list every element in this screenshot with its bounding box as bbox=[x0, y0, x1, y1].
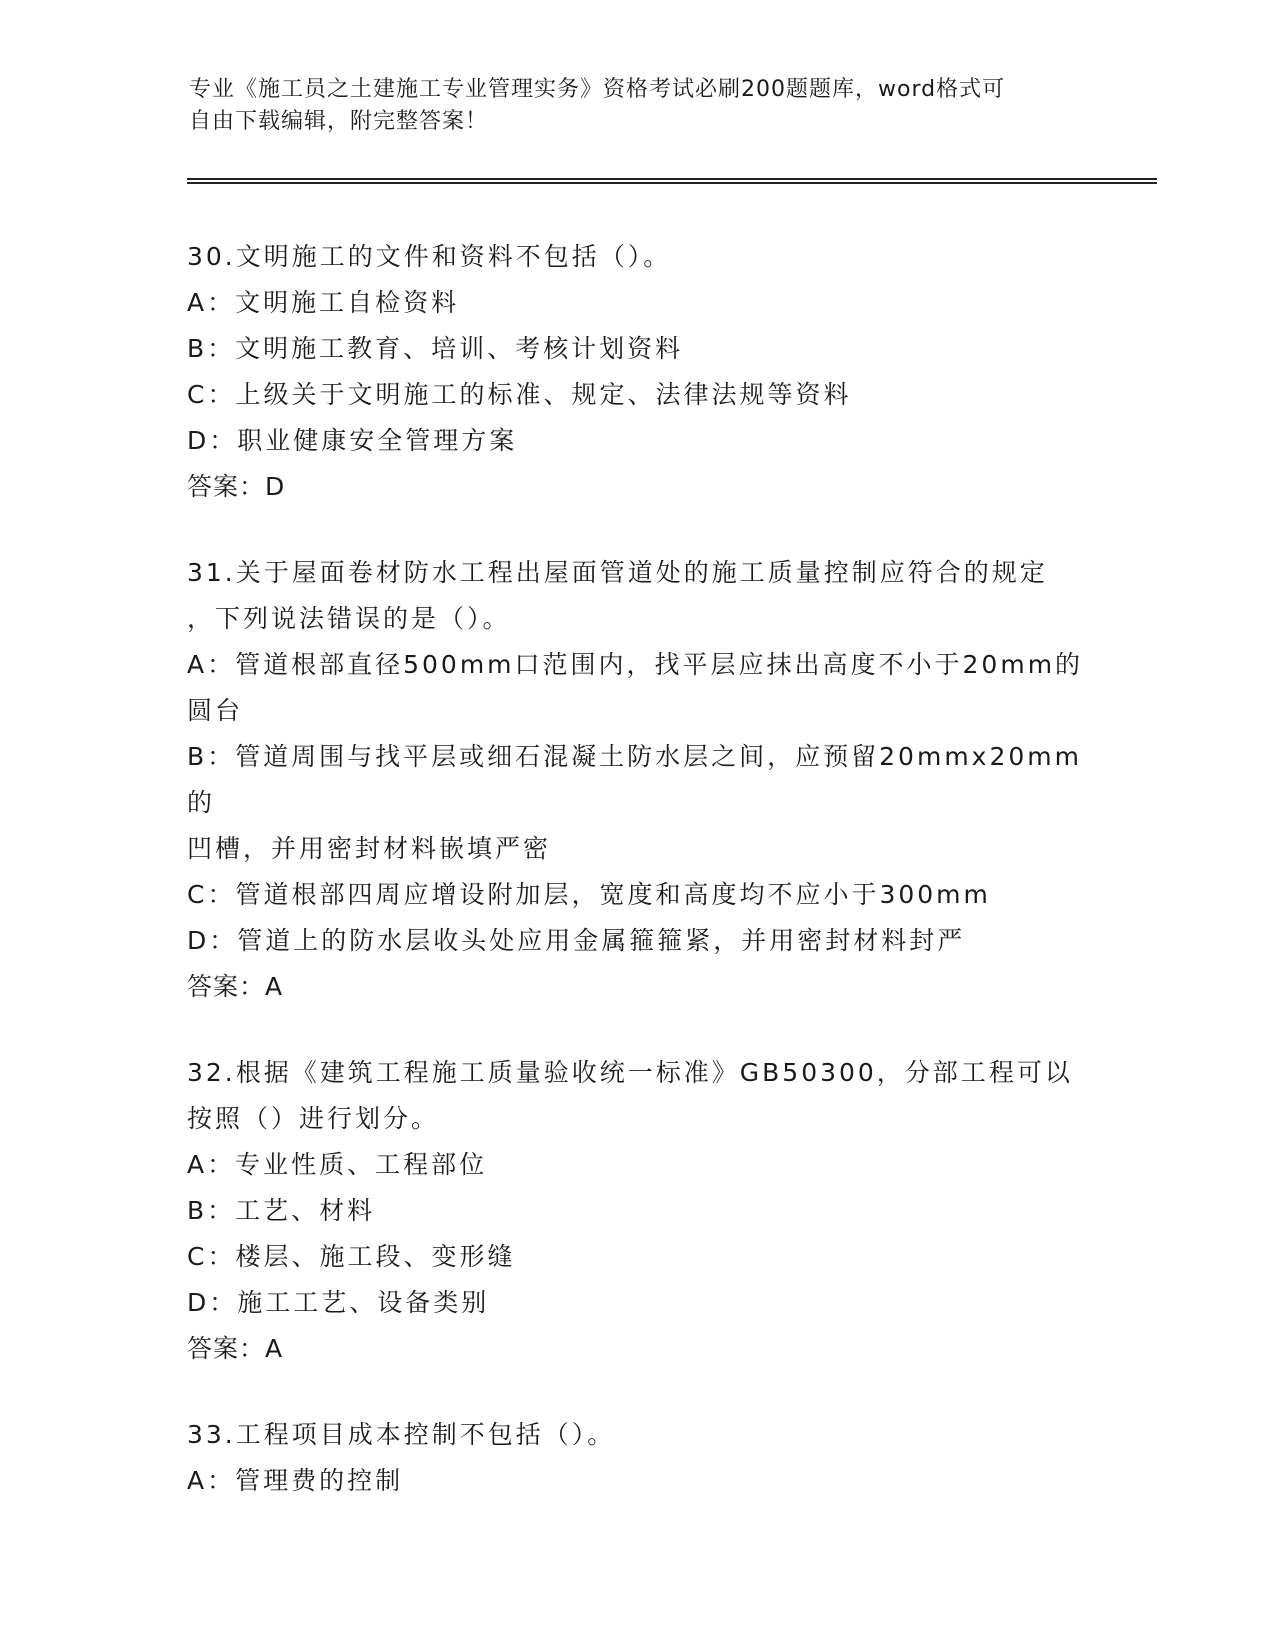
question-option: B：工艺、材料 bbox=[187, 1196, 376, 1225]
question-option: D：职业健康安全管理方案 bbox=[187, 426, 518, 455]
question-stem: 32.根据《建筑工程施工质量验收统一标准》GB50300，分部工程可以 bbox=[187, 1058, 1073, 1087]
question-option: B：文明施工教育、培训、考核计划资料 bbox=[187, 334, 684, 363]
question-answer: 答案：D bbox=[187, 472, 286, 501]
question-block bbox=[187, 550, 1087, 1010]
question-block bbox=[187, 234, 1087, 510]
question-block bbox=[187, 1050, 1087, 1372]
question-answer: 答案：A bbox=[187, 972, 284, 1001]
question-option: C：管道根部四周应增设附加层，宽度和高度均不应小于300mm bbox=[187, 880, 991, 909]
question-option: 凹槽，并用密封材料嵌填严密 bbox=[187, 834, 552, 863]
question-answer: 答案：A bbox=[187, 1334, 284, 1363]
question-option: C：楼层、施工段、变形缝 bbox=[187, 1242, 516, 1271]
document-header bbox=[189, 74, 1089, 138]
header-line-2: 自由下载编辑，附完整答案！ bbox=[189, 109, 489, 134]
question-stem: 按照（）进行划分。 bbox=[187, 1104, 440, 1133]
question-option: B：管道周围与找平层或细石混凝土防水层之间，应预留20mmx20mm的 bbox=[187, 742, 1082, 817]
question-option: A：管道根部直径500mm口范围内，找平层应抹出高度不小于20mm的 bbox=[187, 650, 1084, 679]
question-option: D：管道上的防水层收头处应用金属箍箍紧，并用密封材料封严 bbox=[187, 926, 966, 955]
header-divider bbox=[187, 178, 1157, 184]
question-block bbox=[187, 1412, 1087, 1504]
question-list bbox=[187, 234, 1087, 1544]
question-stem: 31.关于屋面卷材防水工程出屋面管道处的施工质量控制应符合的规定 bbox=[187, 558, 1048, 587]
question-option: A：管理费的控制 bbox=[187, 1466, 404, 1495]
question-option: C：上级关于文明施工的标准、规定、法律法规等资料 bbox=[187, 380, 852, 409]
question-option: 圆台 bbox=[187, 696, 244, 725]
question-stem: 33.工程项目成本控制不包括（）。 bbox=[187, 1420, 616, 1449]
question-option: A：文明施工自检资料 bbox=[187, 288, 460, 317]
question-stem: 30.文明施工的文件和资料不包括（）。 bbox=[187, 242, 672, 271]
header-line-1: 专业《施工员之土建施工专业管理实务》资格考试必刷200题题库，word格式可 bbox=[189, 77, 1006, 102]
question-option: D：施工工艺、设备类别 bbox=[187, 1288, 490, 1317]
question-stem: ，下列说法错误的是（）。 bbox=[187, 604, 511, 633]
question-option: A：专业性质、工程部位 bbox=[187, 1150, 488, 1179]
